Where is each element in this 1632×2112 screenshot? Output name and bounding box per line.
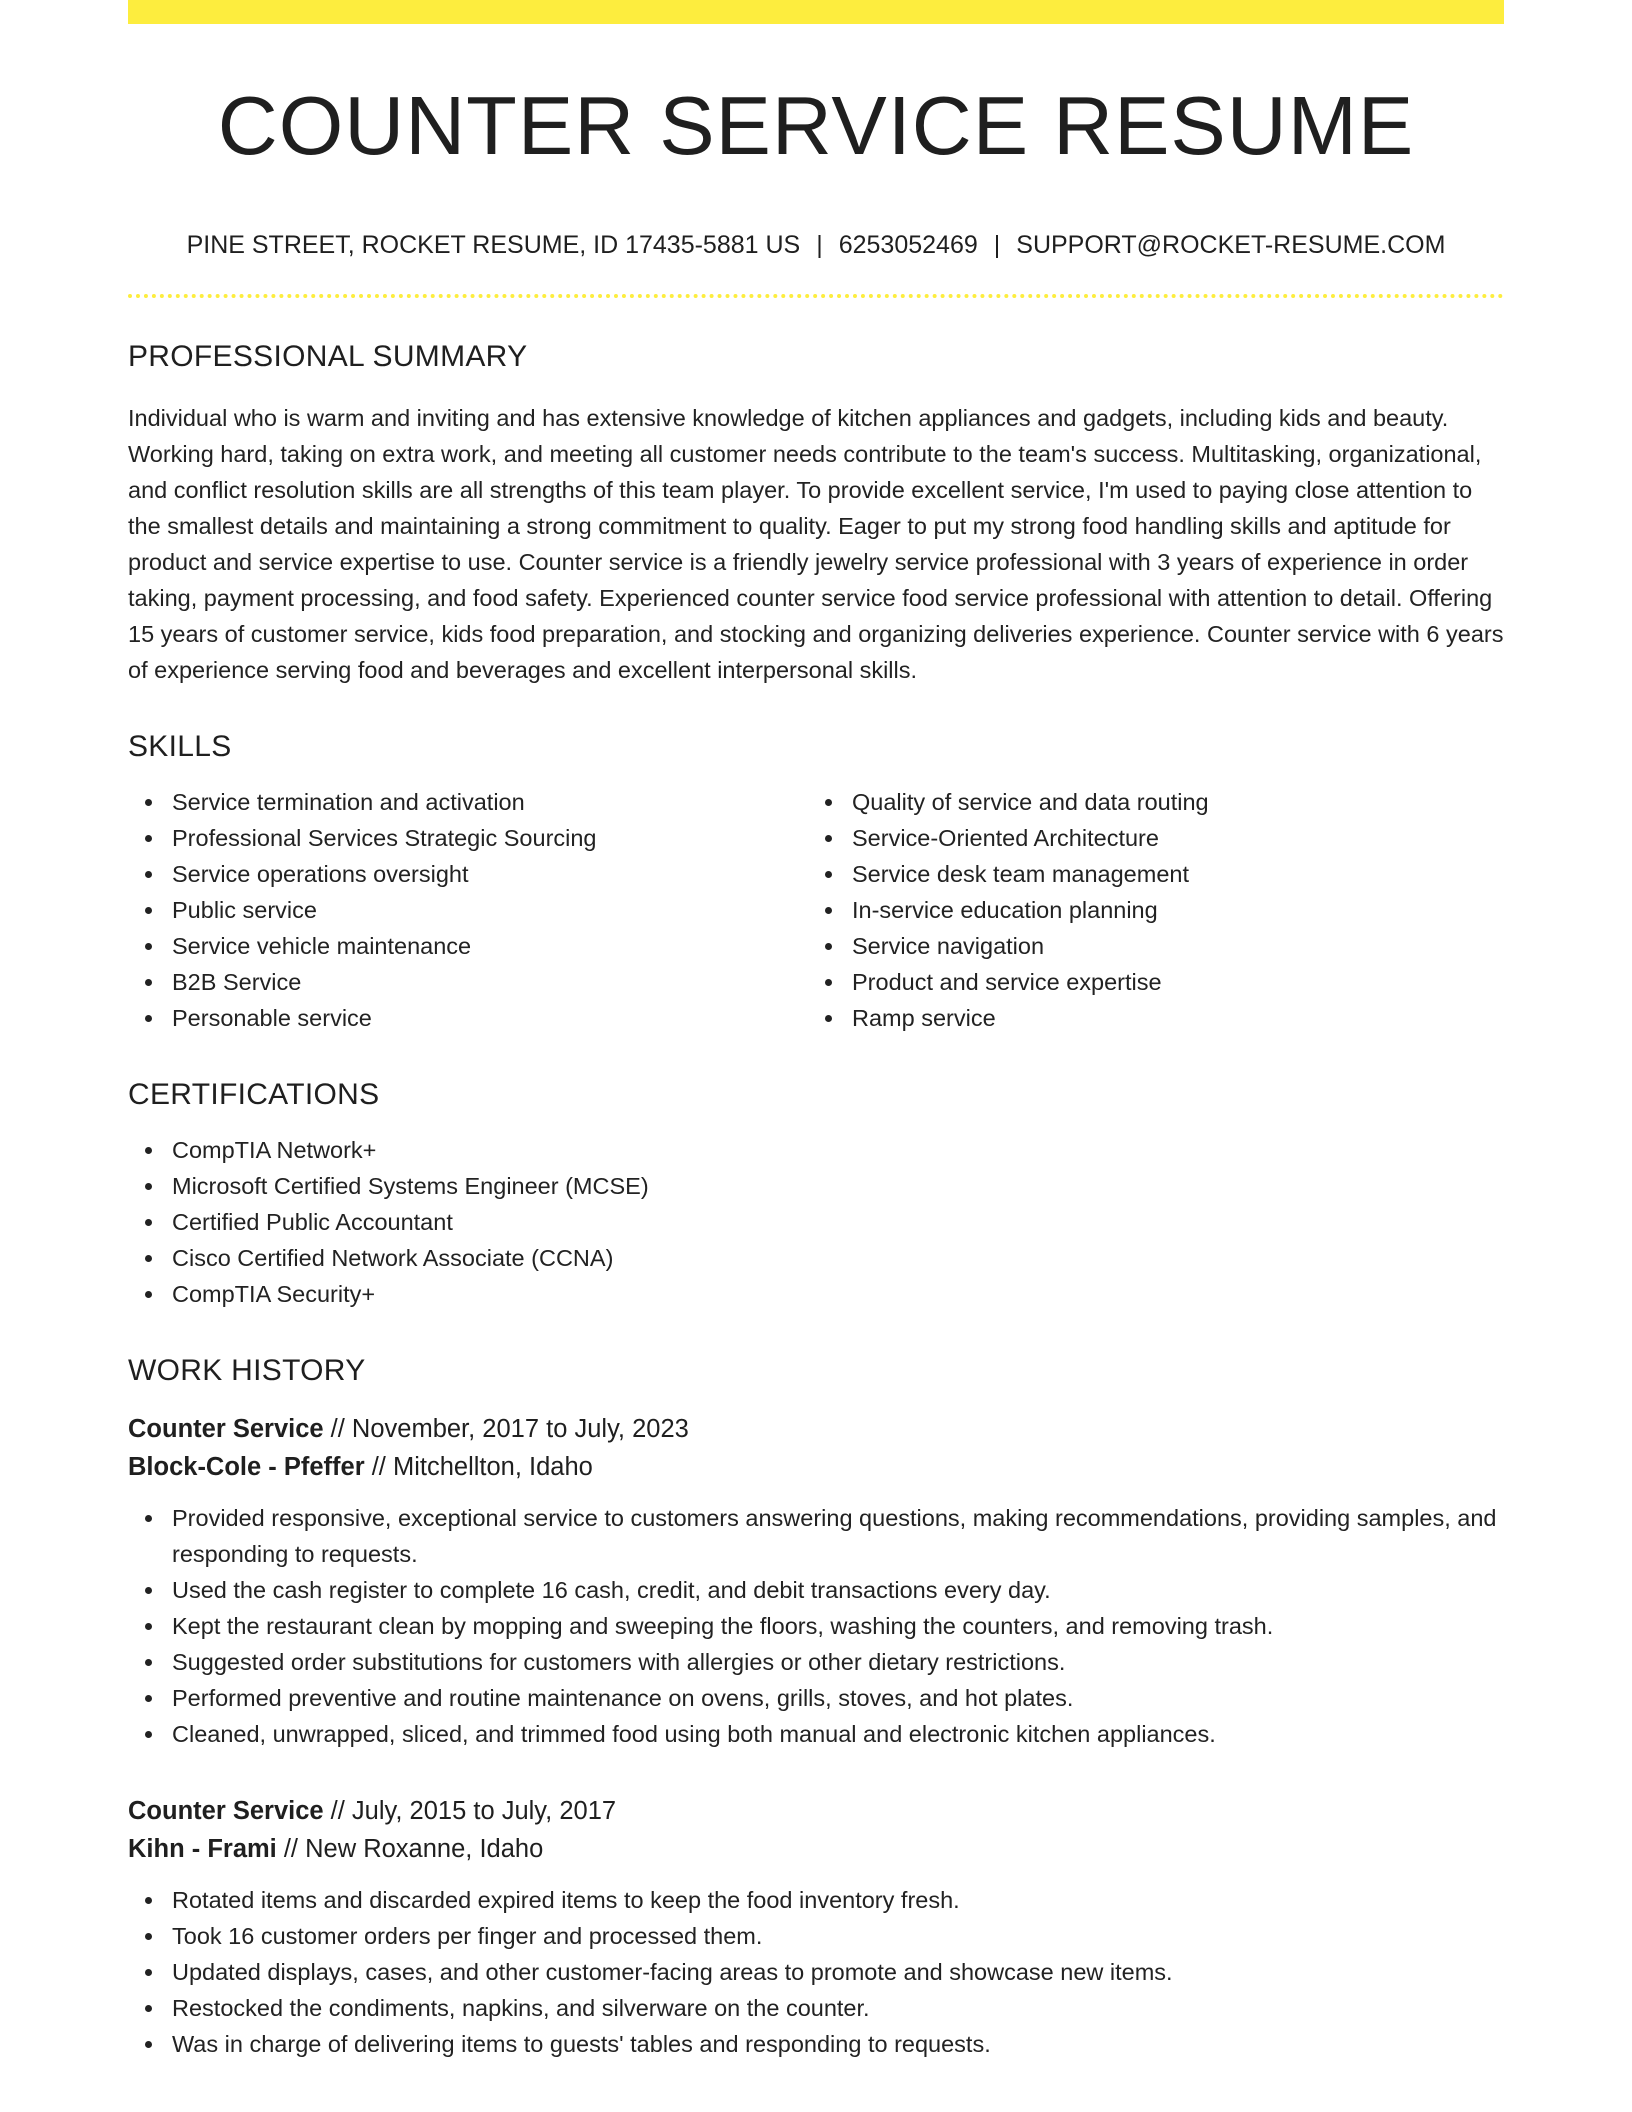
job-bullet: Provided responsive, exceptional service to customers answering questions, making recommendations, providing samples, and responding to requests.: [172, 1500, 1504, 1572]
skills-columns: [128, 784, 1504, 1036]
section-heading-certifications: CERTIFICATIONS: [128, 1078, 380, 1111]
job-bullet: Cleaned, unwrapped, sliced, and trimmed food using both manual and electronic kitchen appliances.: [172, 1716, 1504, 1752]
job-entry: [128, 1792, 1504, 2062]
job-bullet: Restocked the condiments, napkins, and silverware on the counter.: [172, 1990, 1504, 2026]
job-bullet: Performed preventive and routine maintenance on ovens, grills, stoves, and hot plates.: [172, 1680, 1504, 1716]
skill-item: Product and service expertise: [852, 964, 1486, 1000]
certifications-section: [128, 1080, 1504, 1312]
summary-section: [128, 342, 1504, 688]
job-bullet: Kept the restaurant clean by mopping and sweeping the floors, washing the counters, and removing trash.: [172, 1608, 1504, 1644]
skill-item: Ramp service: [852, 1000, 1486, 1036]
contact-separator: |: [993, 231, 1001, 259]
skill-item: Public service: [172, 892, 806, 928]
job-bullet: Suggested order substitutions for customers with allergies or other dietary restrictions.: [172, 1644, 1504, 1680]
skill-item: Service vehicle maintenance: [172, 928, 806, 964]
skill-item: In-service education planning: [852, 892, 1486, 928]
skill-item: Personable service: [172, 1000, 806, 1036]
job-company-line: [128, 1830, 1504, 1868]
skill-item: Professional Services Strategic Sourcing: [172, 820, 806, 856]
job-dates: // November, 2017 to July, 2023: [323, 1415, 689, 1443]
job-title: Counter Service: [128, 1797, 324, 1825]
skills-list-right: [806, 784, 1486, 1036]
job-location: // New Roxanne, Idaho: [276, 1835, 544, 1863]
job-title-line: [128, 1410, 1504, 1448]
job-company: Kihn - Frami: [128, 1835, 277, 1863]
job-bullet: Rotated items and discarded expired items to keep the food inventory fresh.: [172, 1882, 1504, 1918]
skill-item: Service navigation: [852, 928, 1486, 964]
phone: 6253052469: [838, 231, 978, 259]
skill-item: Quality of service and data routing: [852, 784, 1486, 820]
skill-item: Service operations oversight: [172, 856, 806, 892]
job-title: Counter Service: [128, 1415, 324, 1443]
skill-item: B2B Service: [172, 964, 806, 1000]
work-history-section: [128, 1356, 1504, 2062]
resume-page: [128, 0, 1504, 2062]
certification-item: Certified Public Accountant: [172, 1204, 1504, 1240]
address: PINE STREET, ROCKET RESUME, ID 17435-5881 US: [186, 231, 801, 259]
job-bullets: [128, 1500, 1504, 1752]
section-heading-summary: PROFESSIONAL SUMMARY: [128, 340, 528, 373]
contact-separator: |: [816, 231, 823, 259]
job-company: Block-Cole - Pfeffer: [128, 1453, 365, 1481]
certification-item: Cisco Certified Network Associate (CCNA): [172, 1240, 1504, 1276]
job-dates: // July, 2015 to July, 2017: [323, 1797, 617, 1825]
job-location: // Mitchellton, Idaho: [364, 1453, 593, 1481]
job-bullet: Used the cash register to complete 16 cash, credit, and debit transactions every day.: [172, 1572, 1504, 1608]
skills-section: [128, 732, 1504, 1036]
certification-item: Microsoft Certified Systems Engineer (MCSE): [172, 1168, 1504, 1204]
skill-item: Service termination and activation: [172, 784, 806, 820]
job-bullets: [128, 1882, 1504, 2062]
certification-item: CompTIA Network+: [172, 1132, 1504, 1168]
job-bullet: Updated displays, cases, and other customer-facing areas to promote and showcase new items.: [172, 1954, 1504, 1990]
skill-item: Service-Oriented Architecture: [852, 820, 1486, 856]
certification-item: CompTIA Security+: [172, 1276, 1504, 1312]
section-heading-skills: SKILLS: [128, 730, 232, 763]
accent-top-bar: [128, 0, 1504, 24]
email: SUPPORT@ROCKET-RESUME.COM: [1016, 231, 1446, 259]
section-heading-work-history: WORK HISTORY: [128, 1354, 366, 1387]
job-bullet: Took 16 customer orders per finger and processed them.: [172, 1918, 1504, 1954]
job-title-line: [128, 1792, 1504, 1830]
job-entry: [128, 1410, 1504, 1752]
job-company-line: [128, 1448, 1504, 1486]
skills-list-left: [128, 784, 806, 1036]
contact-line: [128, 233, 1504, 258]
skill-item: Service desk team management: [852, 856, 1486, 892]
summary-text: Individual who is warm and inviting and has extensive knowledge of kitchen appliances and gadgets, including kids and beauty. Working hard, taking on extra work, and meeting all customer needs contribute to the team's success. Multitasking, organizational, and conflict resolution skills are all strengths of this team player. To provide excellent service, I'm used to paying close attention to the smallest details and maintaining a strong commitment to quality. Eager to put my strong food handling skills and aptitude for product and service expertise to use. Counter service is a friendly jewelry service professional with 3 years of experience in order taking, payment processing, and food safety. Experienced counter service food service professional with attention to detail. Offering 15 years of customer service, kids food preparation, and stocking and organizing deliveries experience. Counter service with 6 years of experience serving food and beverages and excellent interpersonal skills.: [128, 405, 1504, 683]
dotted-divider: [128, 294, 1504, 298]
job-bullet: Was in charge of delivering items to guests' tables and responding to requests.: [172, 2026, 1504, 2062]
resume-title: COUNTER SERVICE RESUME: [217, 79, 1415, 172]
certifications-list: [128, 1132, 1504, 1312]
